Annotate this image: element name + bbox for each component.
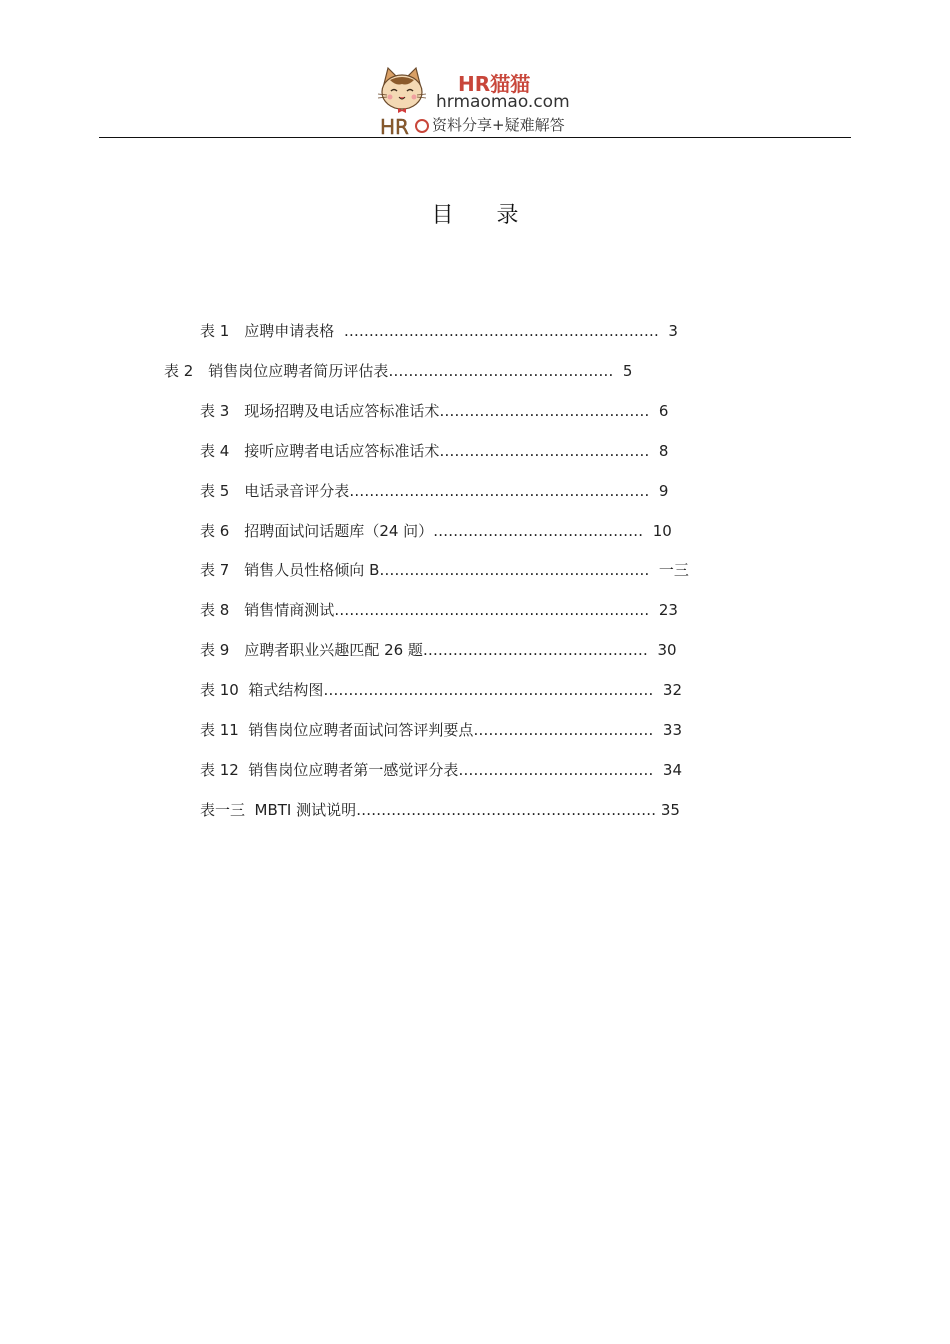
header-divider bbox=[99, 137, 851, 138]
toc-entry[interactable]: 表 6 招聘面试问话题库（24 问）…………………………………… 10 bbox=[200, 522, 672, 540]
toc-entry[interactable]: 表 9 应聘者职业兴趣匹配 26 题……………………………………… 30 bbox=[200, 641, 677, 659]
brand-name: HR猫猫 bbox=[458, 72, 531, 96]
toc-entry[interactable]: 表 5 电话录音评分表…………………………………………………… 9 bbox=[200, 482, 669, 500]
toc-entry[interactable]: 表 4 接听应聘者电话应答标准话术…………………………………… 8 bbox=[200, 442, 669, 460]
toc-entry[interactable]: 表 3 现场招聘及电话应答标准话术…………………………………… 6 bbox=[200, 402, 669, 420]
hr-cat-logo-icon bbox=[374, 66, 430, 136]
brand-url[interactable]: hrmaomao.com bbox=[436, 92, 570, 112]
hr-logo-text: HR bbox=[380, 115, 409, 136]
toc-entry[interactable]: 表 7 销售人员性格倾向 B……………………………………………… 一三 bbox=[200, 561, 689, 579]
toc-entry[interactable]: 表 8 销售情商测试……………………………………………………… 23 bbox=[200, 601, 678, 619]
toc-title: 目 录 bbox=[431, 203, 537, 228]
page-header bbox=[0, 60, 950, 140]
toc-entry[interactable]: 表 11 销售岗位应聘者面试问答评判要点……………………………… 33 bbox=[200, 721, 683, 739]
toc-entry[interactable]: 表一三 MBTI 测试说明…………………………………………………… 35 bbox=[200, 801, 680, 819]
toc-entry[interactable]: 表 12 销售岗位应聘者第一感觉评分表………………………………… 34 bbox=[200, 761, 683, 779]
toc-entry[interactable]: 表 2 销售岗位应聘者简历评估表……………………………………… 5 bbox=[164, 362, 633, 380]
toc-entry[interactable]: 表 1 应聘申请表格 ……………………………………………………… 3 bbox=[200, 322, 678, 340]
toc-entry[interactable]: 表 10 箱式结构图………………………………………………………… 32 bbox=[200, 681, 683, 699]
brand-slogan: 资料分享+疑难解答 bbox=[432, 116, 565, 134]
